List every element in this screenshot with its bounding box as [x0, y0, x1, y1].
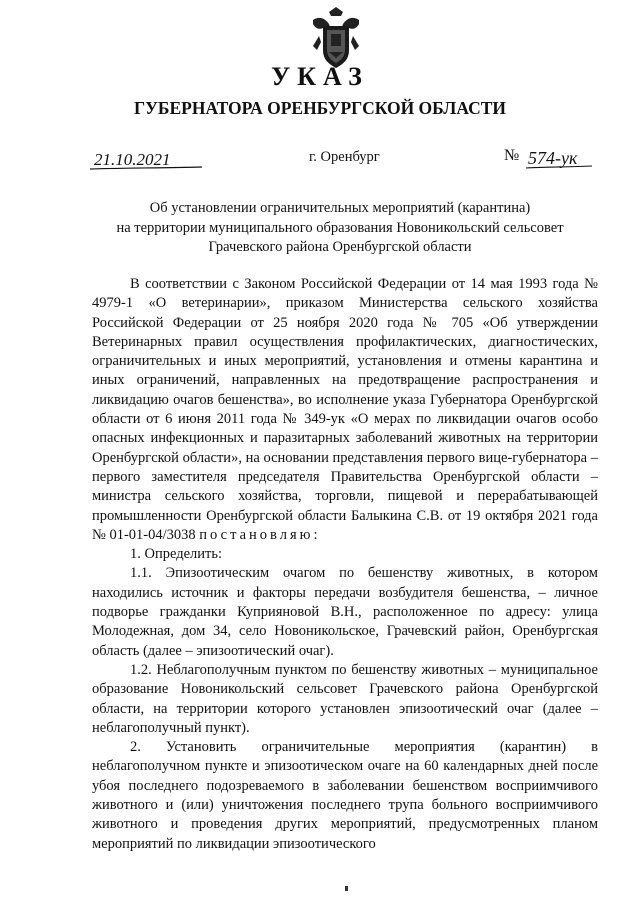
page-mark [345, 886, 348, 891]
coat-of-arms-icon [309, 6, 363, 70]
item-2: 2. Установить ограничительные мероприятия (карантин) в неблагополучном пункте и эпизоотическом очаге на 60 календарных дней после убоя последнего подозреваемого в заболевании бешенством восприимчивого животного и (или) уничтожения последнего трупа больного восприимчивого животного и проведения других мероприятий, предусмотренных планом мероприятий по ликвидации эпизоотического [92, 739, 598, 852]
item-1-2: 1.2. Неблагополучным пунктом по бешенству животных – муниципальное образование Новоникольский сельсовет Грачевского района Оренбургской области, на территории которого установлен эпизоотический очаг (далее – неблагополучный пункт). [92, 661, 598, 736]
preamble-text: В соответствии с Законом Российской Федерации от 14 мая 1993 года № 4979-1 «О ветеринарии», приказом Министерства сельского хозяйства Российской Федерации от 25 ноября 2020 года № 705 «Об утверждении Ветеринарных правил осуществления профилактических, диагностических, ограничительных и иных мероприятий, установления и отмены карантина и иных ограничений, направленных на предотвращение распространения и ликвидацию очагов бешенства», во исполнение указа Губернатора Оренбургской области от 6 июня 2011 года № 349-ук «О мерах по ликвидации очагов особо опасных инфекционных и паразитарных заболеваний животных на территории Оренбургской области», на основании представления первого вице-губернатора – первого заместителя председателя Правительства Оренбургской области – министра сельского хозяйства, торговли, пищевой и перерабатывающей промышленности Оренбургской области Балыкина С.В. от 19 октября 2021 года № 01-01-04/3038 [92, 276, 598, 543]
subject-line: Грачевского района Оренбургской области [208, 239, 472, 255]
document-number-prefix: № [504, 147, 520, 164]
document-issuer-title: ГУБЕРНАТОРА ОРЕНБУРГСКОЙ ОБЛАСТИ [133, 98, 507, 118]
document-body [92, 275, 598, 854]
preamble-paragraph [92, 275, 598, 545]
document-city: г. Оренбург [309, 149, 380, 165]
item-1: 1. Определить: [130, 546, 223, 563]
item-1-1: 1.1. Эпизоотическим очагом по бешенству животных, в котором находились источник и факторы передачи возбудителя бешенства, – личное подворье гражданки Куприяновой В.Н., расположенное по адресу: улица Молодежная, дом 34, село Новоникольское, Грачевский район, Оренбургская область (далее – эпизоотический очаг). [92, 565, 598, 659]
decree-word: постановляю: [199, 526, 321, 543]
svg-text:21.10.2021: 21.10.2021 [94, 150, 171, 169]
handwritten-date [90, 147, 202, 173]
document-type-title: УКАЗ [271, 62, 369, 91]
document-subject [80, 199, 600, 258]
svg-text:574-ук: 574-ук [528, 148, 578, 168]
subject-line: на территории муниципального образования Новоникольский сельсовет [116, 219, 564, 236]
subject-line: Об установлении ограничительных мероприятий (карантина) [149, 200, 531, 216]
handwritten-number [526, 144, 592, 176]
